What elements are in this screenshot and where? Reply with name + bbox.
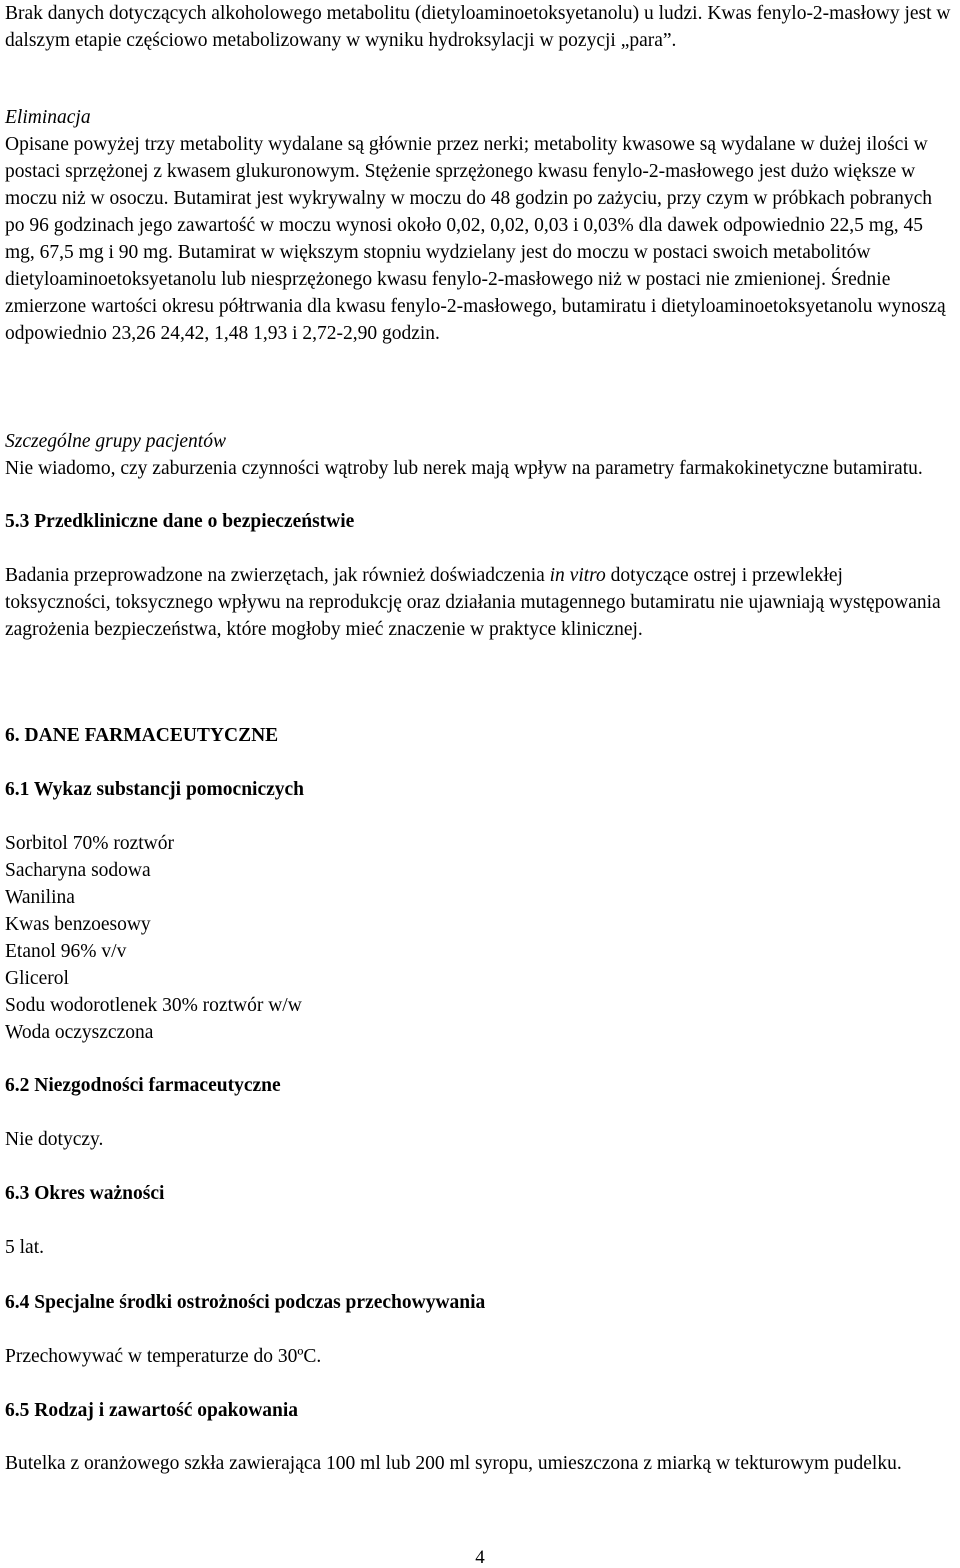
excipient-item: Woda oczyszczona xyxy=(5,1022,154,1043)
special-groups-heading: Szczególne grupy pacjentów xyxy=(5,431,226,452)
excipients-list xyxy=(5,830,953,1046)
special-groups-text: Nie wiadomo, czy zaburzenia czynności wątroby lub nerek mają wpływ na parametry farmakokinetyczne butamiratu. xyxy=(5,458,923,479)
s53-text-part2: dotyczące ostrej i przewlekłej toksyczności, toksycznego wpływu na reprodukcję oraz działania mutagennego butamiratu nie ujawniają występowania zagrożenia bezpieczeństwa, które mogłoby mieć znaczenie w praktyce klinicznej. xyxy=(5,565,941,640)
s53-text-italic: in vitro xyxy=(549,565,606,586)
excipient-item: Sorbitol 70% roztwór xyxy=(5,833,174,854)
s53-text-part1: Badania przeprowadzone na zwierzętach, jak również doświadczenia xyxy=(5,565,550,586)
section-6-5-heading: 6.5 Rodzaj i zawartość opakowania xyxy=(5,1400,299,1421)
section-6-3 xyxy=(5,1180,953,1207)
section-6-3-heading: 6.3 Okres ważności xyxy=(5,1183,165,1204)
section-6-1 xyxy=(5,776,953,803)
excipient-item: Sacharyna sodowa xyxy=(5,860,151,881)
excipient-item: Glicerol xyxy=(5,968,69,989)
special-groups-section xyxy=(5,428,953,482)
section-6-4-text: Przechowywać w temperaturze do 30ºC. xyxy=(5,1346,322,1367)
section-6-2-body xyxy=(5,1126,953,1153)
elimination-text: Opisane powyżej trzy metabolity wydalane są głównie przez nerki; metabolity kwasowe są wydalane w dużej ilości w postaci sprzężonej z kwasem glukuronowym. Stężenie sprzężonego kwasu fenylo-2-masłowego jest dużo większe w moczu niż w osoczu. Butamirat jest wykrywalny w moczu do 48 godzin po zażyciu, przy czym w próbkach pobranych po 96 godzinach jego zawartość w moczu wynosi około 0,02, 0,02, 0,03 i 0,03% dla dawek odpowiednio 22,5 mg, 45 mg, 67,5 mg i 90 mg. Butamirat w większym stopniu wydzielany jest do moczu w postaci swoich metabolitów dietyloaminoetoksyetanolu lub niesprzężonego kwasu fenylo-2-masłowego niż w postaci nie zmienionej. Średnie zmierzone wartości okresu półtrwania dla kwasu fenylo-2-masłowego, butamiratu i dietyloaminoetoksyetanolu wynoszą odpowiednio 23,26 24,42, 1,48 1,93 i 2,72-2,90 godzin. xyxy=(5,134,946,344)
section-6-5-body xyxy=(5,1450,953,1477)
page-number: 4 xyxy=(475,1547,485,1568)
section-6-heading: 6. DANE FARMACEUTYCZNE xyxy=(5,725,279,746)
section-6-2 xyxy=(5,1072,953,1099)
section-6-3-body xyxy=(5,1234,953,1261)
excipient-item: Kwas benzoesowy xyxy=(5,914,151,935)
section-6-4-heading: 6.4 Specjalne środki ostrożności podczas przechowywania xyxy=(5,1292,486,1313)
section-6 xyxy=(5,722,953,749)
section-6-4-body xyxy=(5,1343,953,1370)
excipient-item: Etanol 96% v/v xyxy=(5,941,127,962)
section-6-5 xyxy=(5,1397,953,1424)
section-6-5-text: Butelka z oranżowego szkła zawierająca 100 ml lub 200 ml syropu, umieszczona z miarką w tekturowym pudelku. xyxy=(5,1453,902,1474)
section-5-3 xyxy=(5,508,953,535)
section-6-4 xyxy=(5,1289,953,1316)
section-5-3-heading: 5.3 Przedkliniczne dane o bezpieczeństwie xyxy=(5,511,355,532)
section-5-3-text xyxy=(5,562,953,643)
section-6-1-heading: 6.1 Wykaz substancji pomocniczych xyxy=(5,779,305,800)
intro-paragraph xyxy=(5,0,953,54)
section-5-3-body xyxy=(5,562,953,643)
elimination-heading: Eliminacja xyxy=(5,107,91,128)
section-6-2-text: Nie dotyczy. xyxy=(5,1129,104,1150)
elimination-section xyxy=(5,104,953,347)
section-6-2-heading: 6.2 Niezgodności farmaceutyczne xyxy=(5,1075,281,1096)
excipient-item: Sodu wodorotlenek 30% roztwór w/w xyxy=(5,995,302,1016)
excipient-item: Wanilina xyxy=(5,887,75,908)
section-6-3-text: 5 lat. xyxy=(5,1237,44,1258)
intro-text: Brak danych dotyczących alkoholowego metabolitu (dietyloaminoetoksyetanolu) u ludzi. Kwas fenylo-2-masłowy jest w dalszym etapie częściowo metabolizowany w wyniku hydroksylacji w pozycji „para”. xyxy=(5,3,951,51)
